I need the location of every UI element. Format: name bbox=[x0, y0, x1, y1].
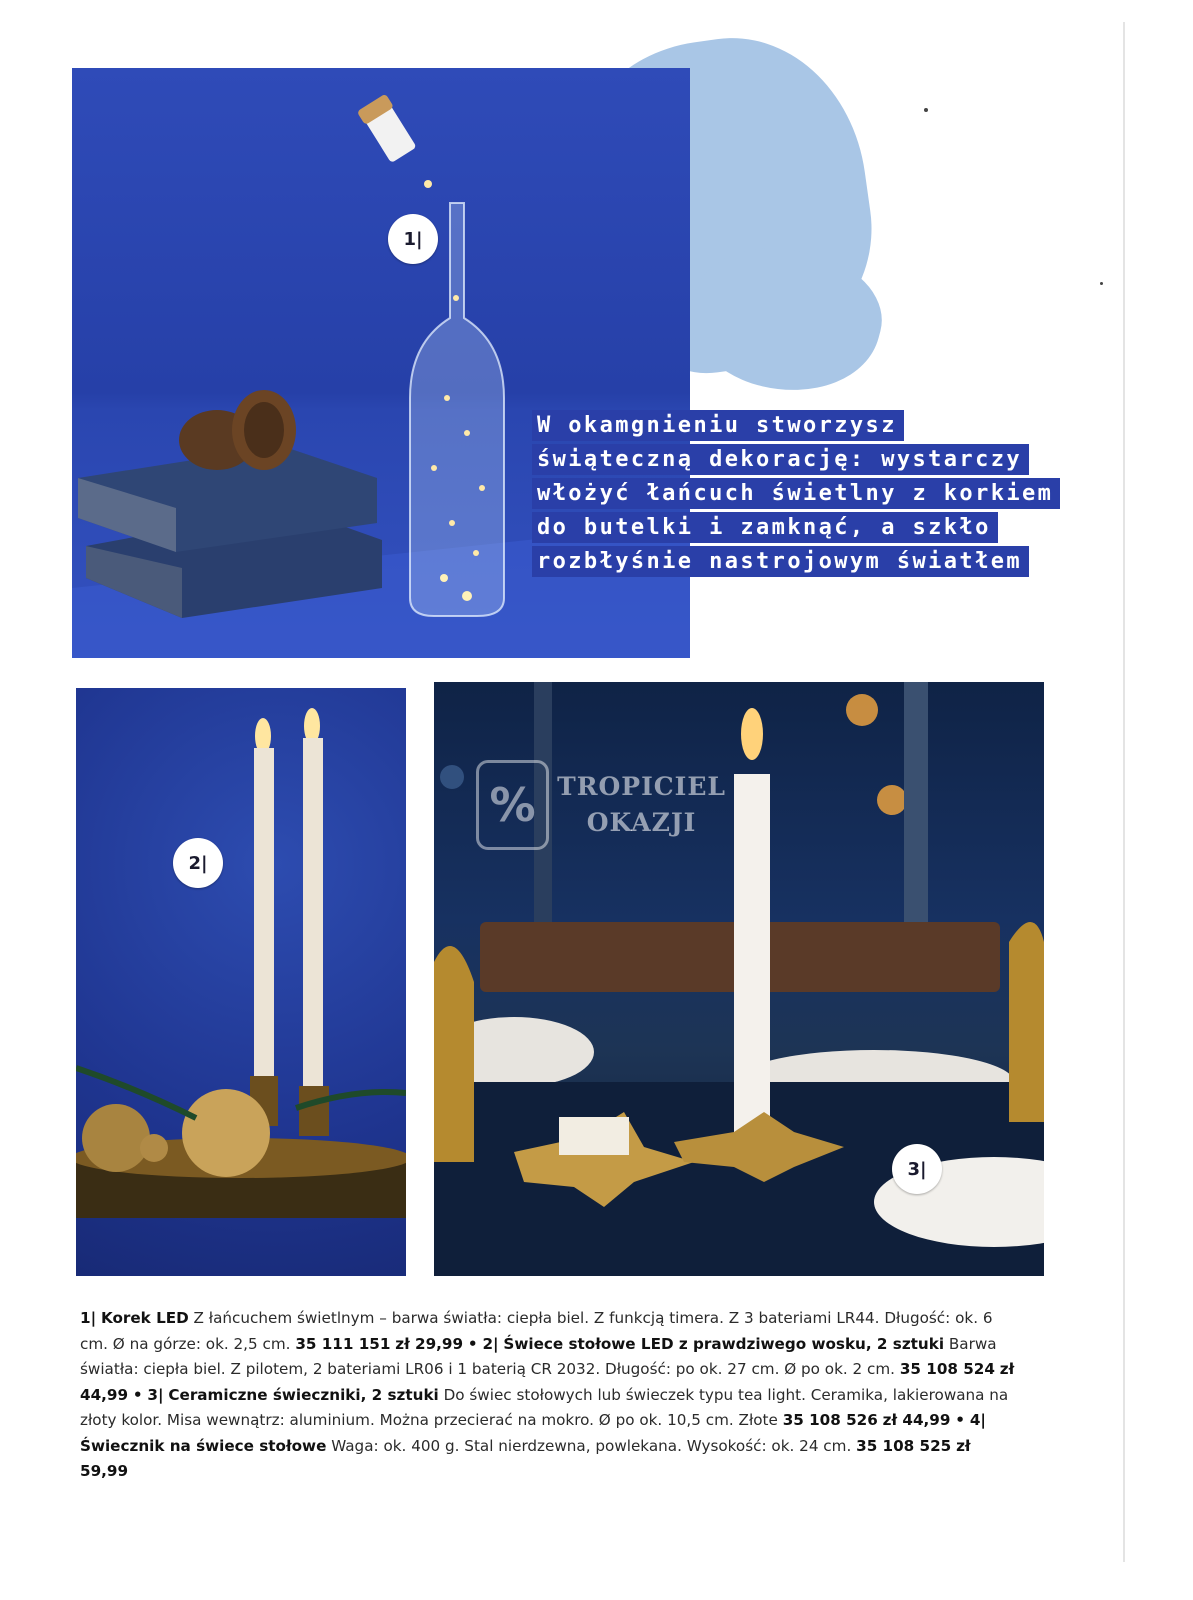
product-price: zł 59,99 bbox=[80, 1436, 971, 1480]
product-name: Świecznik na świece stołowe bbox=[80, 1436, 327, 1455]
badge-2: 2| bbox=[173, 838, 223, 888]
scan-edge bbox=[1123, 22, 1125, 1562]
caption-line: rozbłyśnie nastrojowym światłem bbox=[532, 546, 1029, 577]
caption-line: W okamgnieniu stworzysz bbox=[532, 410, 904, 441]
product-code: 35 111 151 bbox=[295, 1334, 391, 1353]
pine-cones bbox=[179, 390, 296, 470]
caption-line: do butelki i zamknąć, a szkło bbox=[532, 512, 998, 543]
caption-line: włożyć łańcuch świetlny z korkiem bbox=[532, 478, 1060, 509]
product-num: 2| bbox=[482, 1334, 499, 1353]
badge-3: 3| bbox=[892, 1144, 942, 1194]
product-details: Do świec stołowych lub świeczek typu tea light. Ceramika, lakierowana na złoty kolor. Misa wewnątrz: aluminium. Można przecierać na mokro. Ø po ok. 10,5 cm. Złote bbox=[80, 1385, 1009, 1429]
tall-candle bbox=[734, 708, 770, 1154]
led-cork bbox=[357, 94, 419, 165]
product-name: Korek LED bbox=[100, 1309, 189, 1327]
watermark-logo: % bbox=[476, 760, 549, 850]
candles-scene bbox=[76, 688, 406, 1276]
caption-line: świąteczną dekorację: wystarczy bbox=[532, 444, 1029, 475]
books-illustration bbox=[78, 446, 382, 618]
product-name: Świece stołowe LED z prawdziwego wosku, 2 sztuki bbox=[503, 1334, 945, 1353]
photo-ceramic-holders bbox=[434, 682, 1044, 1276]
caption-block bbox=[532, 410, 1052, 580]
speck bbox=[1100, 282, 1103, 285]
product-descriptions: 1| Korek LED Z łańcuchem świetlnym – barwa światła: ciepła biel. Z funkcją timera. Z 3 bateriami LR44. Długość: ok. 6 cm. Ø na górze: ok. 2,5 cm. 35 111 151 zł 29,99 • 2| Świece stołowe LED z prawdziwego wosku, 2 sztuki Barwa światła: ciepła biel. Z pilotem, 2 bateriami LR06 i 1 baterią CR 2032. Długość: po ok. 27 cm. Ø po ok. 2 cm. 35 108 524 zł 44,99 • 3| Ceramiczne świeczniki, 2 sztuki Do świec stołowych lub świeczek typu tea light. Ceramika, lakierowana na złoty kolor. Misa wewnątrz: aluminium. Można przecierać na mokro. Ø po ok. 10,5 cm. Złote 35 108 526 zł 44,99 • 4| Świecznik na świece stołowe Waga: ok. 400 g. Stal nierdzewna, powlekana. Wysokość: ok. 24 cm. 35 108 525 zł 59,99 bbox=[80, 1309, 1015, 1480]
watermark-text bbox=[557, 769, 726, 841]
product-num: 1| bbox=[80, 1309, 97, 1327]
product-details: Waga: ok. 400 g. Stal nierdzewna, powlekana. Wysokość: ok. 24 cm. bbox=[326, 1436, 857, 1455]
product-name: Ceramiczne świeczniki, 2 sztuki bbox=[168, 1385, 439, 1404]
product-price: zł 44,99 bbox=[882, 1411, 951, 1429]
watermark-line: TROPICIEL bbox=[557, 772, 726, 801]
product-price: zł 44,99 bbox=[80, 1360, 1015, 1404]
product-code: 35 108 525 bbox=[856, 1436, 952, 1455]
tray-with-baubles bbox=[76, 1068, 406, 1218]
photo-led-candles bbox=[76, 688, 406, 1276]
product-num: 4| bbox=[969, 1411, 986, 1429]
badge-1: 1| bbox=[388, 214, 438, 264]
led-candles bbox=[250, 708, 329, 1136]
product-num: 3| bbox=[147, 1385, 164, 1404]
product-price: zł 29,99 bbox=[395, 1334, 464, 1353]
speck bbox=[924, 108, 928, 112]
product-details: Z łańcuchem świetlnym – barwa światła: ciepła biel. Z funkcją timera. Z 3 bateriami LR44. Długość: ok. 6 cm. Ø na górze: ok. 2,5 cm. bbox=[80, 1309, 993, 1353]
watermark bbox=[476, 760, 726, 850]
watermark-line: OKAZJI bbox=[586, 808, 697, 837]
product-code: 35 108 524 bbox=[899, 1360, 995, 1378]
product-details: Barwa światła: ciepła biel. Z pilotem, 2 bateriami LR06 i 1 baterią CR 2032. Długość: po ok. 27 cm. Ø po ok. 2 cm. bbox=[80, 1334, 997, 1378]
product-code: 35 108 526 bbox=[782, 1411, 878, 1429]
